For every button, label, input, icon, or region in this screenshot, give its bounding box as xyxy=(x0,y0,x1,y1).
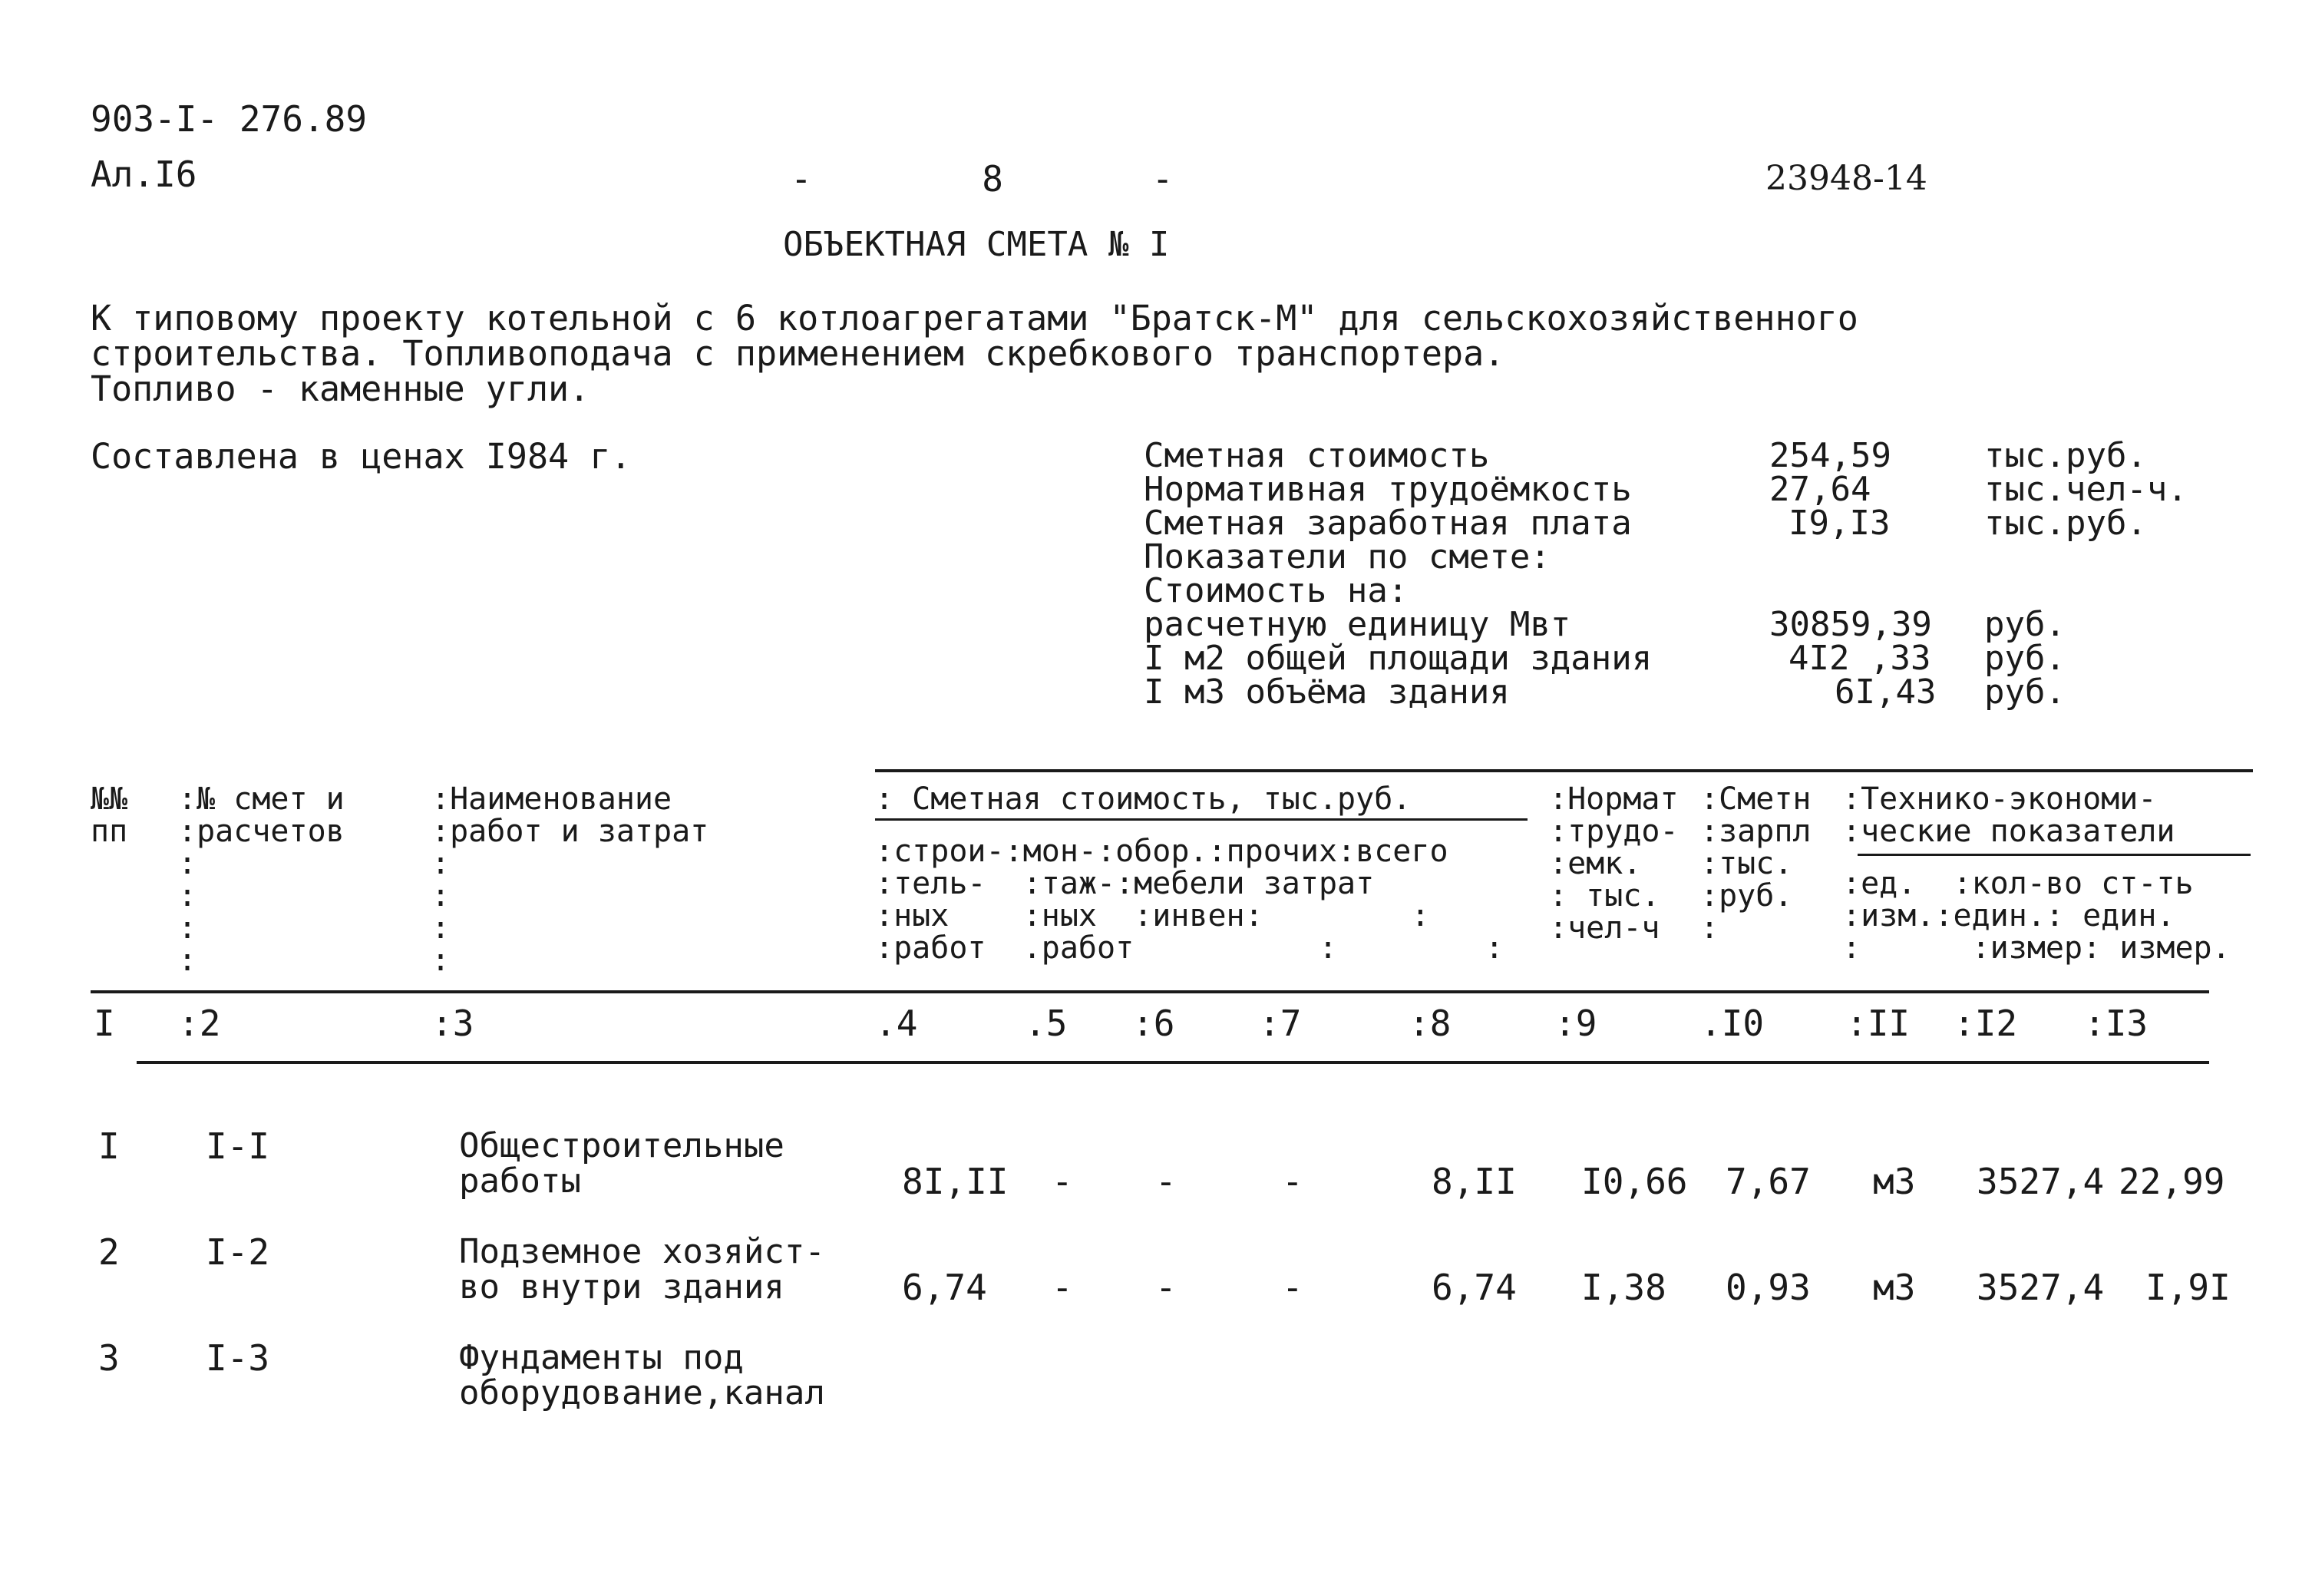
summary-value: I9,I3 xyxy=(1788,504,1891,543)
row-name: оборудование,канал xyxy=(459,1373,825,1413)
cell-installation: - xyxy=(1052,1161,1073,1202)
column-header-labor: :Нормат :трудо- :емк. : тыс. :чел-ч xyxy=(1549,781,1679,946)
cell-unit: м3 xyxy=(1873,1161,1916,1202)
intro-line-2: строительства. Топливоподача с применением скребкового транспортера. xyxy=(91,333,1505,374)
per-unit-label: расчетную единицу Мвт xyxy=(1144,605,1571,644)
cell-other: - xyxy=(1282,1267,1303,1308)
intro-line-1: К типовому проекту котельной с 6 котлоагрегатами "Братск-М" для сельскохозяйственного xyxy=(91,298,1858,339)
column-number: :6 xyxy=(1132,1003,1175,1044)
column-number: :2 xyxy=(178,1003,221,1044)
table-top-rule xyxy=(875,769,2253,772)
cell-unit-cost: 22,99 xyxy=(2119,1161,2225,1202)
column-header-wages: :Сметн :зарпл :тыс. :руб. : xyxy=(1700,781,1812,946)
summary-label: Нормативная трудоёмкость xyxy=(1144,470,1632,509)
summary-unit: тыс.руб. xyxy=(1984,504,2147,543)
cell-labor: I,38 xyxy=(1581,1267,1666,1308)
row-number: 3 xyxy=(98,1337,120,1379)
row-name: работы xyxy=(459,1161,581,1201)
cell-unit: м3 xyxy=(1873,1267,1916,1308)
page-number: - 8 - xyxy=(791,158,1174,200)
row-name: Общестроительные xyxy=(459,1126,784,1165)
column-number: :I3 xyxy=(2084,1003,2149,1044)
row-code: I-I xyxy=(206,1125,270,1167)
column-number: .5 xyxy=(1025,1003,1068,1044)
per-unit-unit: руб. xyxy=(1984,672,2066,712)
summary-value: 27,64 xyxy=(1769,470,1871,509)
cell-construction: 6,74 xyxy=(902,1267,987,1308)
summary-unit: тыс.руб. xyxy=(1984,436,2147,475)
sheet-number: Ал.I6 xyxy=(91,154,197,195)
cell-equipment: - xyxy=(1155,1267,1177,1308)
cell-wages: 7,67 xyxy=(1726,1161,1811,1202)
tech-group-rule xyxy=(1858,854,2251,856)
cell-other: - xyxy=(1282,1161,1303,1202)
column-header-number: №№ пп xyxy=(91,781,128,849)
column-header-cost-group: : Сметная стоимость, тыс.руб. xyxy=(875,781,1412,817)
header-bottom-rule xyxy=(91,990,2209,993)
column-number: :I2 xyxy=(1954,1003,2018,1044)
cell-wages: 0,93 xyxy=(1726,1267,1811,1308)
indicators-title: Показатели по смете: xyxy=(1144,537,1551,577)
per-unit-value: 6I,43 xyxy=(1835,672,1937,712)
column-header-estimate: :№ смет и :расчетов : : : : xyxy=(178,781,345,978)
per-unit-label: I м3 объёма здания xyxy=(1144,672,1510,712)
column-number: :7 xyxy=(1259,1003,1302,1044)
per-unit-value: 4I2 ,33 xyxy=(1788,639,1931,678)
column-header-tech-subcols: :ед. :кол-во ст-ть :изм.:един.: един. : :измер: измер. xyxy=(1842,866,2231,966)
row-name: Фундаменты под xyxy=(459,1338,744,1377)
cell-quantity: 3527,4 xyxy=(1977,1161,2105,1202)
cell-equipment: - xyxy=(1155,1161,1177,1202)
cell-installation: - xyxy=(1052,1267,1073,1308)
column-number: .I0 xyxy=(1700,1003,1765,1044)
cell-labor: I0,66 xyxy=(1581,1161,1688,1202)
cell-construction: 8I,II xyxy=(902,1161,1009,1202)
cell-quantity: 3527,4 xyxy=(1977,1267,2105,1308)
per-unit-value: 30859,39 xyxy=(1769,605,1932,644)
row-name: Подземное хозяйст- xyxy=(459,1232,825,1271)
row-number: I xyxy=(98,1125,120,1167)
cell-unit-cost: I,9I xyxy=(2145,1267,2231,1308)
summary-label: Сметная заработная плата xyxy=(1144,504,1632,543)
cell-total: 8,II xyxy=(1432,1161,1517,1202)
row-code: I-3 xyxy=(206,1337,270,1379)
page-title: ОБЪЕКТНАЯ СМЕТА № I xyxy=(783,225,1170,264)
per-unit-label: I м2 общей площади здания xyxy=(1144,639,1653,678)
row-name: во внутри здания xyxy=(459,1267,784,1307)
column-number: :II xyxy=(1846,1003,1911,1044)
cost-on-label: Стоимость на: xyxy=(1144,571,1409,610)
column-number: :3 xyxy=(431,1003,474,1044)
column-header-tech-group: :Технико-экономи- :ческие показатели xyxy=(1842,781,2175,849)
column-numbers-rule xyxy=(137,1061,2209,1064)
column-number: .4 xyxy=(875,1003,918,1044)
column-number: :8 xyxy=(1409,1003,1452,1044)
cell-total: 6,74 xyxy=(1432,1267,1517,1308)
summary-unit: тыс.чел-ч. xyxy=(1984,470,2188,509)
column-header-cost-subcols: :строи-:мон-:обор.:прочих:всего :тель- :таж-:мебели затрат :ных :ных :инвен: : :работ .работ : : xyxy=(875,834,1504,966)
summary-label: Сметная стоимость xyxy=(1144,436,1490,475)
prices-note: Составлена в ценах I984 г. xyxy=(91,436,632,477)
intro-line-3: Топливо - каменные угли. xyxy=(91,368,590,409)
per-unit-unit: руб. xyxy=(1984,605,2066,644)
column-header-name: :Наименование :работ и затрат : : : : xyxy=(431,781,709,978)
row-number: 2 xyxy=(98,1231,120,1273)
handwritten-number: 23948-14 xyxy=(1765,159,1927,198)
column-number: :9 xyxy=(1554,1003,1597,1044)
per-unit-unit: руб. xyxy=(1984,639,2066,678)
doc-code: 903-I- 276.89 xyxy=(91,98,368,140)
cost-group-rule xyxy=(875,818,1528,821)
summary-value: 254,59 xyxy=(1769,436,1891,475)
column-number: I xyxy=(94,1003,115,1044)
row-code: I-2 xyxy=(206,1231,270,1273)
